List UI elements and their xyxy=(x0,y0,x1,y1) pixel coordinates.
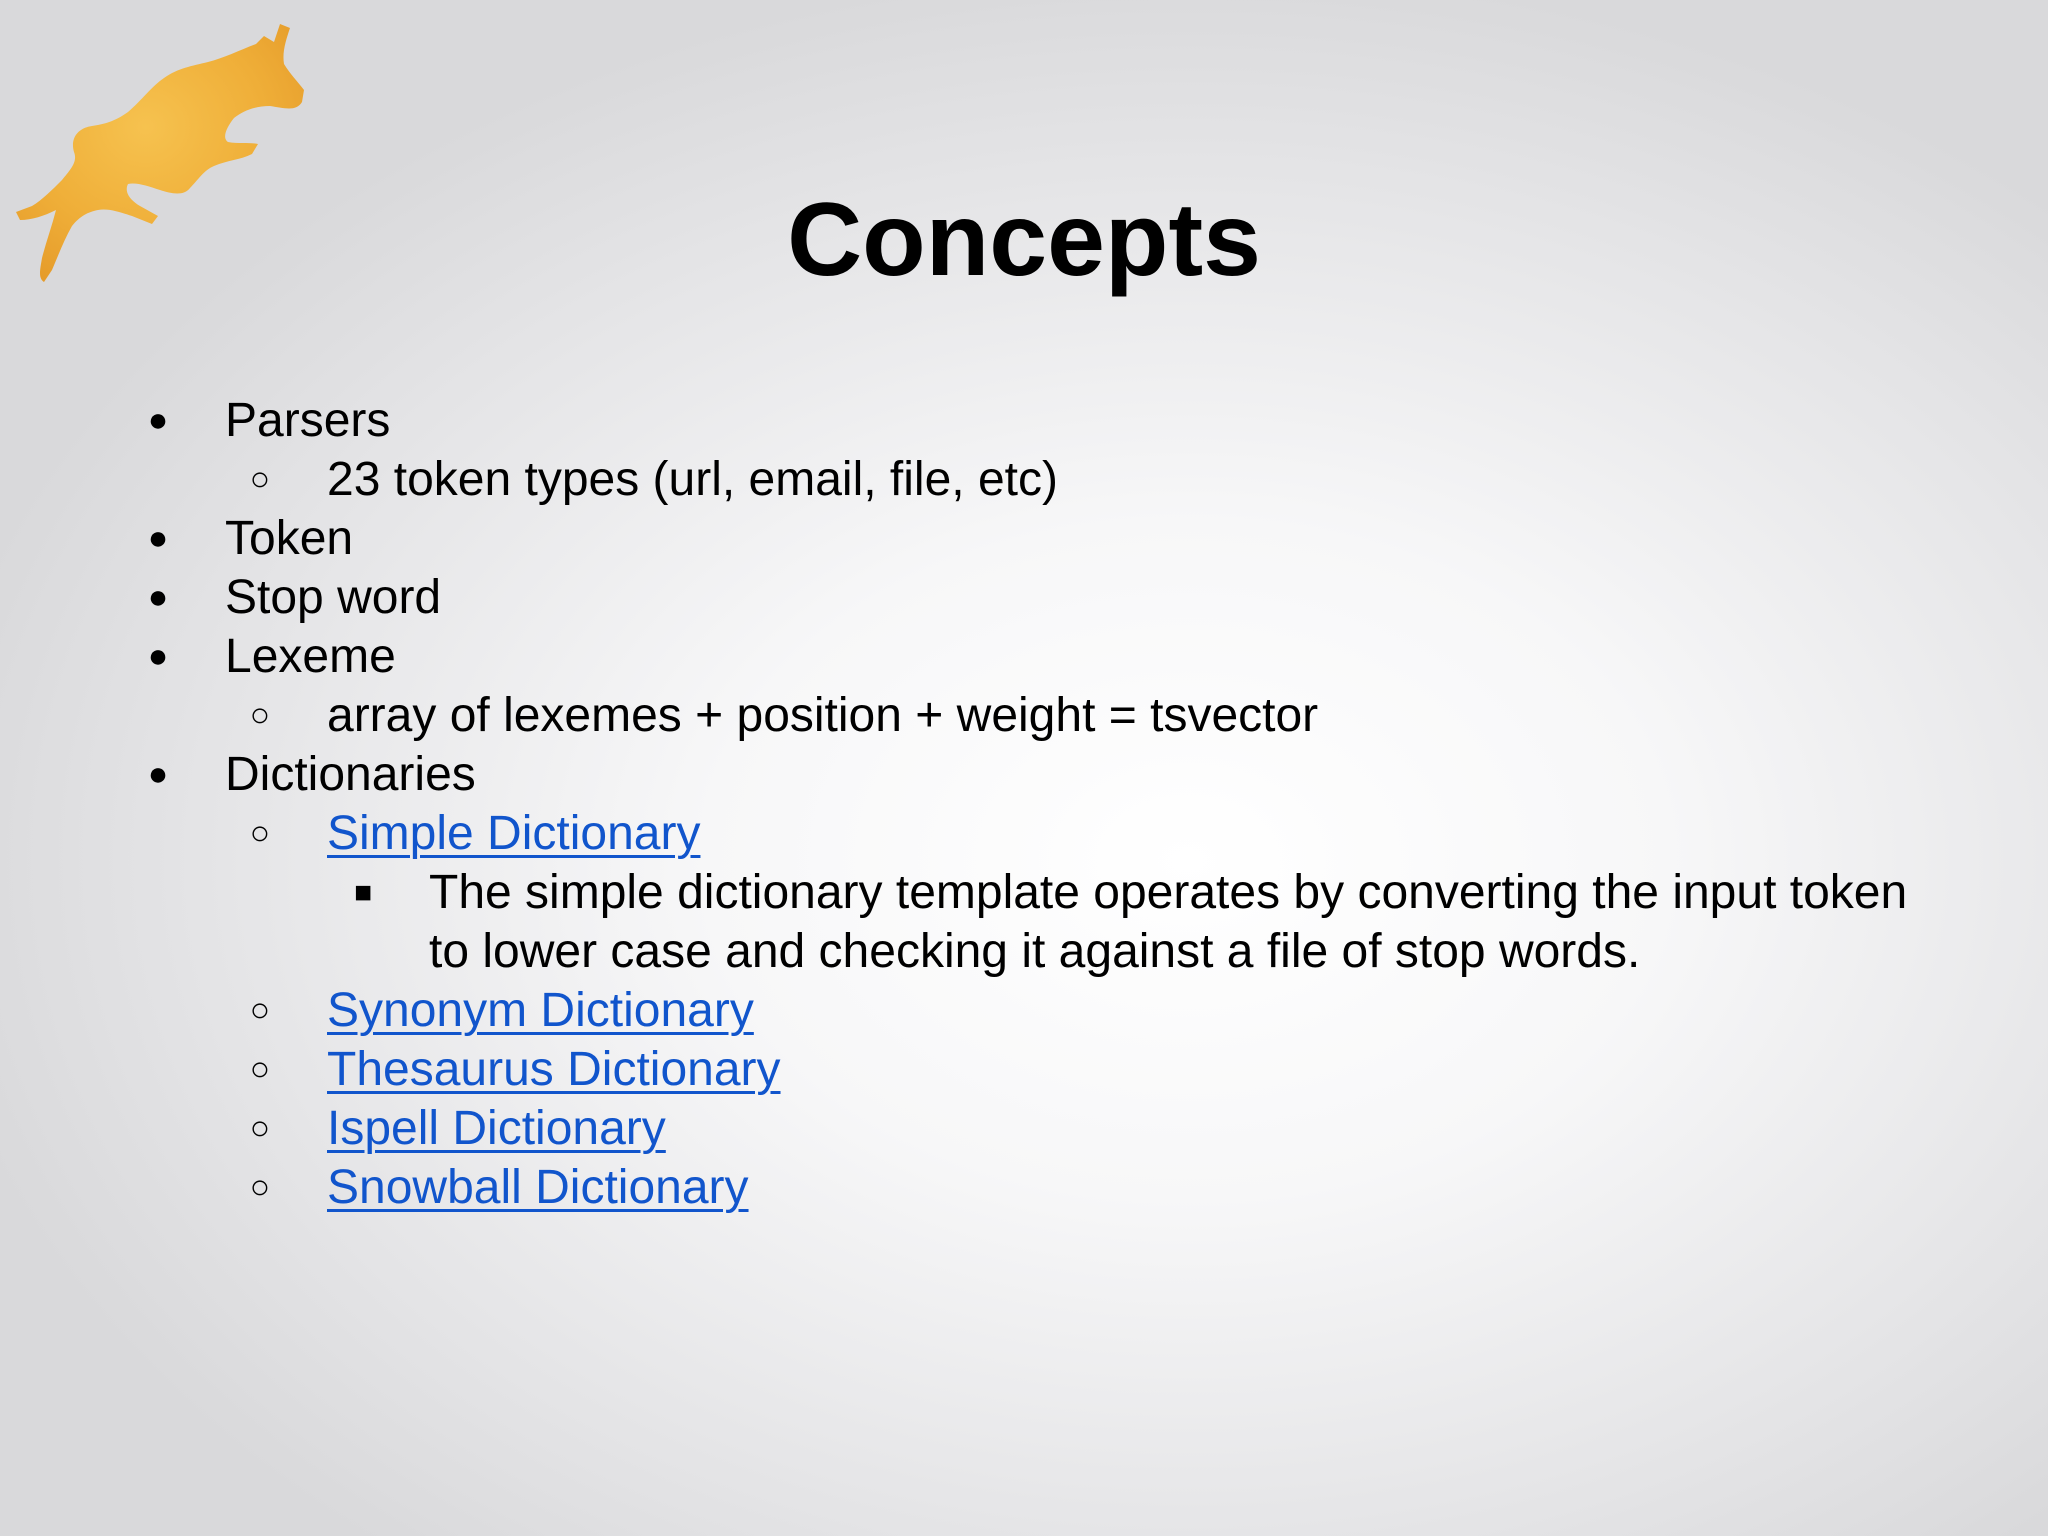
list-item-label: 23 token types (url, email, file, etc) xyxy=(327,453,1058,506)
filled-circle-bullet-icon: ● xyxy=(147,578,169,616)
list-item-token xyxy=(0,509,2048,568)
slide-title: Concepts xyxy=(787,182,1261,298)
list-item-ispell-dictionary xyxy=(0,1099,2048,1158)
list-item-label: Token xyxy=(225,512,354,565)
list-item-tsvector xyxy=(0,686,2048,745)
list-item-label: Dictionaries xyxy=(225,748,476,801)
list-item-stop-word xyxy=(0,568,2048,627)
ispell-dictionary-link[interactable]: Ispell Dictionary xyxy=(327,1102,666,1155)
hollow-circle-bullet-icon: ○ xyxy=(249,1168,271,1206)
filled-square-bullet-icon: ■ xyxy=(353,876,373,909)
hollow-circle-bullet-icon: ○ xyxy=(249,1109,271,1147)
list-item-label: The simple dictionary template operates by converting the input token to lower case and checking it against a file of stop words. xyxy=(429,866,1908,978)
list-item-token-types xyxy=(0,450,2048,509)
list-item-dictionaries xyxy=(0,745,2048,804)
hollow-circle-bullet-icon: ○ xyxy=(249,1050,271,1088)
list-item-synonym-dictionary xyxy=(0,981,2048,1040)
list-item-parsers xyxy=(0,391,2048,450)
synonym-dictionary-link[interactable]: Synonym Dictionary xyxy=(327,984,754,1037)
filled-circle-bullet-icon: ● xyxy=(147,401,169,439)
hollow-circle-bullet-icon: ○ xyxy=(249,991,271,1029)
filled-circle-bullet-icon: ● xyxy=(147,637,169,675)
hollow-circle-bullet-icon: ○ xyxy=(249,460,271,498)
hollow-circle-bullet-icon: ○ xyxy=(249,814,271,852)
filled-circle-bullet-icon: ● xyxy=(147,755,169,793)
list-item-simple-dictionary xyxy=(0,804,2048,863)
simple-dictionary-link[interactable]: Simple Dictionary xyxy=(327,807,701,860)
list-item-simple-description xyxy=(0,863,2048,981)
snowball-dictionary-link[interactable]: Snowball Dictionary xyxy=(327,1161,749,1214)
thesaurus-dictionary-link[interactable]: Thesaurus Dictionary xyxy=(327,1043,781,1096)
list-item-label: Lexeme xyxy=(225,630,396,683)
list-item-thesaurus-dictionary xyxy=(0,1040,2048,1099)
hollow-circle-bullet-icon: ○ xyxy=(249,696,271,734)
list-item-label: Stop word xyxy=(225,571,442,624)
list-item-label: Parsers xyxy=(225,394,391,447)
list-item-snowball-dictionary xyxy=(0,1158,2048,1217)
list-item-lexeme xyxy=(0,627,2048,686)
bullet-list xyxy=(0,391,2048,1217)
filled-circle-bullet-icon: ● xyxy=(147,519,169,557)
list-item-label: array of lexemes + position + weight = tsvector xyxy=(327,689,1319,742)
